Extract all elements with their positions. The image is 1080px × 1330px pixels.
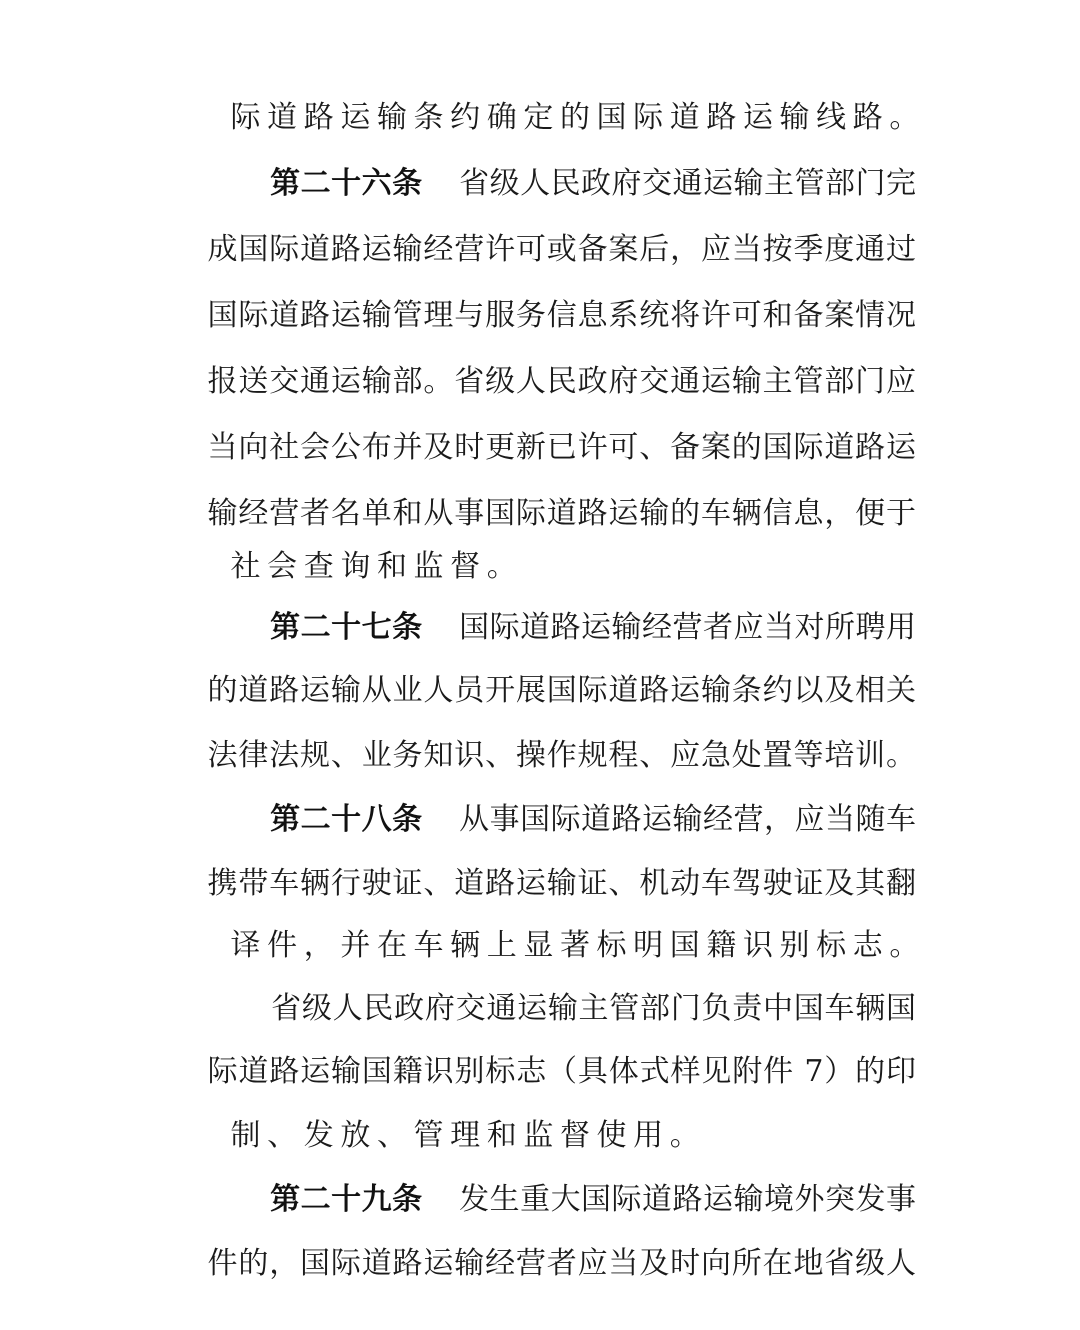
line-text: 携带车辆行驶证、道路运输证、机动车驾驶证及其翻 (207, 866, 916, 901)
line-text: 制、发放、管理和监督使用。 (230, 1118, 707, 1153)
article-26-first-line (230, 118, 916, 201)
line-text: 报送交通运输部。省级人民政府交通运输主管部门应 (207, 364, 916, 399)
article-28-heading: 第二十八条 (270, 802, 423, 837)
text-line (166, 52, 926, 135)
line-text: 当向社会公布并及时更新已许可、备案的国际道路运 (207, 430, 916, 465)
line-text: 发生重大国际道路运输境外突发事 (458, 1182, 916, 1217)
article-27-heading: 第二十七条 (270, 610, 423, 645)
line-text: 国际道路运输经营者应当对所聘用 (458, 610, 916, 645)
line-text: 际道路运输条约确定的国际道路运输线路。 (230, 100, 926, 135)
line-text: 省级人民政府交通运输主管部门负责中国车辆国 (271, 991, 916, 1026)
line-text: 输经营者名单和从事国际道路运输的车辆信息，便于 (207, 496, 916, 531)
line-text: 省级人民政府交通运输主管部门完 (458, 166, 916, 201)
text-line (166, 316, 916, 399)
article-26-heading: 第二十六条 (270, 166, 423, 201)
line-text: 社会查询和监督。 (230, 549, 524, 584)
article-29-heading: 第二十九条 (270, 1182, 423, 1217)
text-line (166, 880, 926, 963)
text-line (166, 1006, 916, 1089)
article-29-first-line (230, 1134, 916, 1217)
article-27-first-line (230, 562, 916, 645)
line-text: 件的，国际道路运输经营者应当及时向所在地省级人 (207, 1246, 916, 1281)
text-line (166, 184, 916, 267)
line-text: 法律法规、业务知识、操作规程、应急处置等培训。 (207, 738, 916, 773)
text-line (166, 690, 916, 773)
text-line (166, 625, 916, 708)
line-text: 从事国际道路运输经营，应当随车 (458, 802, 916, 837)
text-line (230, 943, 916, 1026)
text-line (166, 818, 916, 901)
article-28-first-line (230, 754, 916, 837)
text-line (166, 1198, 916, 1281)
line-text: 的道路运输从业人员开展国际道路运输条约以及相关 (207, 673, 916, 708)
line-text: 译件，并在车辆上显著标明国籍识别标志。 (230, 928, 926, 963)
text-line (166, 1070, 916, 1153)
text-line (166, 250, 916, 333)
line-text: 国际道路运输管理与服务信息系统将许可和备案情况 (207, 298, 916, 333)
text-line (166, 448, 916, 531)
text-line (166, 382, 916, 465)
line-text: 成国际道路运输经营许可或备案后，应当按季度通过 (207, 232, 916, 267)
text-line (166, 501, 916, 584)
line-text: 际道路运输国籍识别标志（具体式样见附件 7）的印 (207, 1054, 916, 1089)
